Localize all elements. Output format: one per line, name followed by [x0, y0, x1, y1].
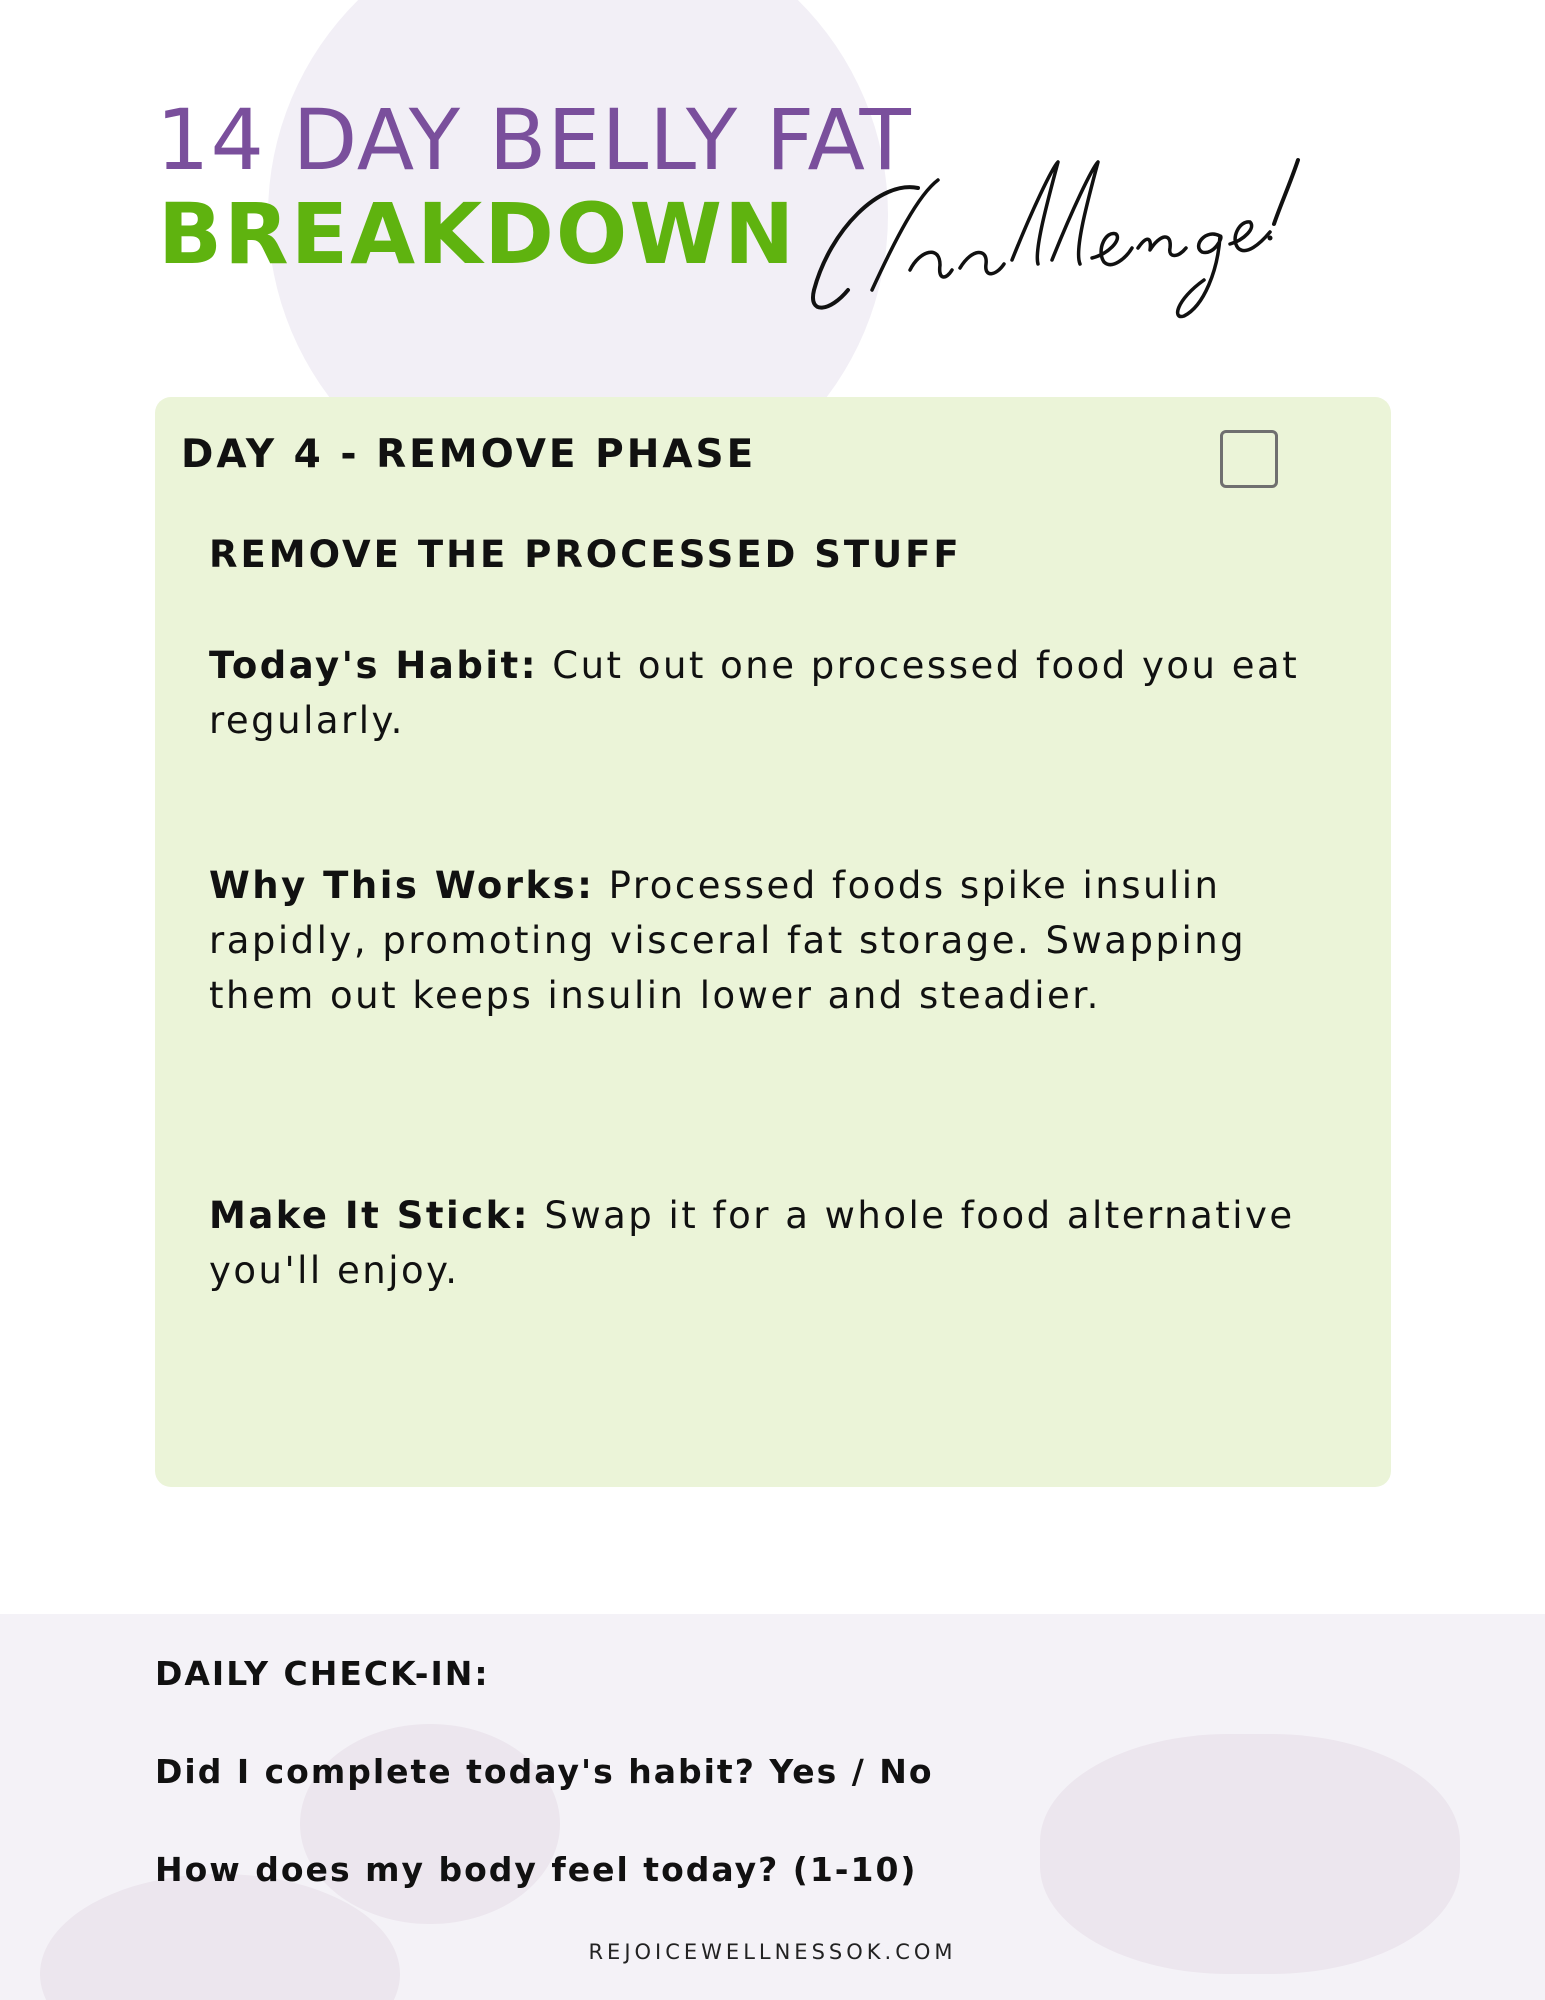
background-blur-shape — [1040, 1734, 1460, 1974]
title-line-2: BREAKDOWN — [158, 185, 797, 283]
make-it-stick-text: Swap it for a whole food alternative you'll enjoy. — [209, 1194, 1295, 1292]
todays-habit-label: Today's Habit: — [209, 644, 538, 687]
make-it-stick-label: Make It Stick: — [209, 1194, 531, 1237]
make-it-stick-paragraph — [209, 1188, 1349, 1298]
completion-checkbox[interactable] — [1220, 430, 1278, 488]
checkin-title: DAILY CHECK-IN: — [155, 1654, 490, 1693]
checkin-question-habit: Did I complete today's habit? Yes / No — [155, 1752, 934, 1791]
why-this-works-label: Why This Works: — [209, 864, 595, 907]
card-subheading: REMOVE THE PROCESSED STUFF — [209, 533, 962, 576]
why-this-works-text: Processed foods spike insulin rapidly, promoting visceral fat storage. Swapping them out keeps insulin lower and steadier. — [209, 864, 1247, 1017]
footer-url[interactable]: REJOICEWELLNESSOK.COM — [588, 1940, 957, 1964]
challenge-script-logo — [800, 140, 1390, 330]
todays-habit-paragraph — [209, 638, 1349, 748]
title-line-1: 14 DAY BELLY FAT — [156, 91, 912, 189]
day-heading: DAY 4 - REMOVE PHASE — [181, 432, 757, 477]
why-this-works-paragraph — [209, 858, 1349, 1023]
todays-habit-text: Cut out one processed food you eat regularly. — [209, 644, 1300, 742]
checkin-question-body: How does my body feel today? (1-10) — [155, 1850, 918, 1889]
